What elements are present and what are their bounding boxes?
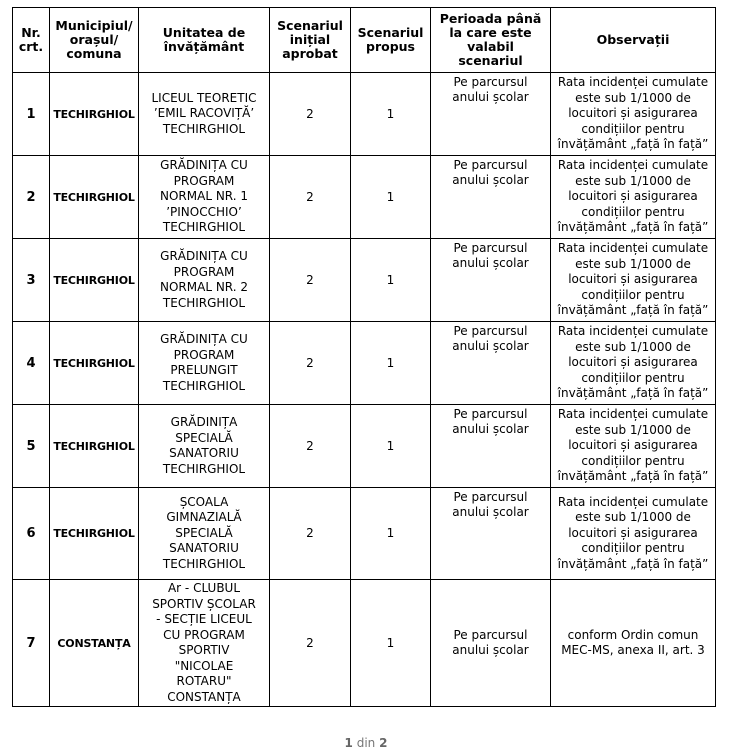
row-perioada: Pe parcursul anului școlar (431, 405, 551, 488)
row-scenariu-initial: 2 (270, 156, 351, 239)
row-perioada: Pe parcursul anului școlar (431, 156, 551, 239)
header-perioada: Perioada până la care este valabil scenariul (431, 8, 551, 73)
row-perioada: Pe parcursul anului școlar (431, 488, 551, 580)
row-number: 2 (13, 156, 50, 239)
header-observatii: Observații (551, 8, 716, 73)
row-municipiu: CONSTANȚA (50, 580, 139, 707)
table-row (13, 73, 716, 156)
row-scenariu-propus: 1 (351, 73, 431, 156)
table-row (13, 239, 716, 322)
row-perioada: Pe parcursul anului școlar (431, 239, 551, 322)
table-row (13, 488, 716, 580)
row-number: 6 (13, 488, 50, 580)
row-unitate: ȘCOALA GIMNAZIALĂ SPECIALĂ SANATORIU TECHIRGHIOL (139, 488, 270, 580)
header-row (13, 8, 716, 73)
header-propus: Scenariul propus (351, 8, 431, 73)
row-municipiu: TECHIRGHIOL (50, 405, 139, 488)
page-current: 1 (344, 736, 353, 750)
row-unitate: GRĂDINIȚA CU PROGRAM NORMAL NR. 1 ’PINOCCHIO’ TECHIRGHIOL (139, 156, 270, 239)
row-municipiu: TECHIRGHIOL (50, 322, 139, 405)
table-row (13, 156, 716, 239)
row-observatii: Rata incidenței cumulate este sub 1/1000 de locuitori și asigurarea condițiilor pentru învățământ „față în față” (551, 239, 716, 322)
table-row (13, 405, 716, 488)
row-scenariu-propus: 1 (351, 580, 431, 707)
row-unitate: GRĂDINIȚA CU PROGRAM PRELUNGIT TECHIRGHIOL (139, 322, 270, 405)
row-observatii: Rata incidenței cumulate este sub 1/1000 de locuitori și asigurarea condițiilor pentru învățământ „față în față” (551, 73, 716, 156)
row-number: 5 (13, 405, 50, 488)
row-scenariu-initial: 2 (270, 405, 351, 488)
row-unitate: Ar - CLUBUL SPORTIV ȘCOLAR - SECȚIE LICEUL CU PROGRAM SPORTIV "NICOLAE ROTARU" CONSTANȚA (139, 580, 270, 707)
row-scenariu-initial: 2 (270, 580, 351, 707)
row-municipiu: TECHIRGHIOL (50, 73, 139, 156)
row-observatii: conform Ordin comun MEC-MS, anexa II, art. 3 (551, 580, 716, 707)
row-scenariu-propus: 1 (351, 405, 431, 488)
row-observatii: Rata incidenței cumulate este sub 1/1000 de locuitori și asigurarea condițiilor pentru învățământ „față în față” (551, 156, 716, 239)
row-perioada: Pe parcursul anului școlar (431, 322, 551, 405)
row-municipiu: TECHIRGHIOL (50, 488, 139, 580)
row-scenariu-propus: 1 (351, 156, 431, 239)
page-indicator (0, 736, 732, 750)
table-row (13, 322, 716, 405)
row-unitate: LICEUL TEORETIC ’EMIL RACOVIȚĂ’ TECHIRGHIOL (139, 73, 270, 156)
row-scenariu-initial: 2 (270, 322, 351, 405)
row-scenariu-initial: 2 (270, 73, 351, 156)
row-observatii: Rata incidenței cumulate este sub 1/1000 de locuitori și asigurarea condițiilor pentru învățământ „față în față” (551, 322, 716, 405)
row-unitate: GRĂDINIȚA CU PROGRAM NORMAL NR. 2 TECHIRGHIOL (139, 239, 270, 322)
row-scenariu-propus: 1 (351, 239, 431, 322)
row-number: 7 (13, 580, 50, 707)
row-number: 4 (13, 322, 50, 405)
scenario-table (12, 7, 716, 707)
row-perioada: Pe parcursul anului școlar (431, 580, 551, 707)
header-initial: Scenariul inițial aprobat (270, 8, 351, 73)
row-scenariu-initial: 2 (270, 239, 351, 322)
row-scenariu-propus: 1 (351, 488, 431, 580)
row-scenariu-initial: 2 (270, 488, 351, 580)
page-separator: din (356, 736, 376, 750)
table-row (13, 580, 716, 707)
row-municipiu: TECHIRGHIOL (50, 239, 139, 322)
row-perioada: Pe parcursul anului școlar (431, 73, 551, 156)
row-unitate: GRĂDINIȚA SPECIALĂ SANATORIU TECHIRGHIOL (139, 405, 270, 488)
row-observatii: Rata incidenței cumulate este sub 1/1000 de locuitori și asigurarea condițiilor pentru învățământ „față în față” (551, 405, 716, 488)
header-nr: Nr. crt. (13, 8, 50, 73)
row-scenariu-propus: 1 (351, 322, 431, 405)
row-number: 3 (13, 239, 50, 322)
header-municipiu: Municipiul/ orașul/ comuna (50, 8, 139, 73)
row-municipiu: TECHIRGHIOL (50, 156, 139, 239)
page-total: 2 (379, 736, 388, 750)
row-number: 1 (13, 73, 50, 156)
header-unitate: Unitatea de învățământ (139, 8, 270, 73)
row-observatii: Rata incidenței cumulate este sub 1/1000 de locuitori și asigurarea condițiilor pentru învățământ „față în față” (551, 488, 716, 580)
